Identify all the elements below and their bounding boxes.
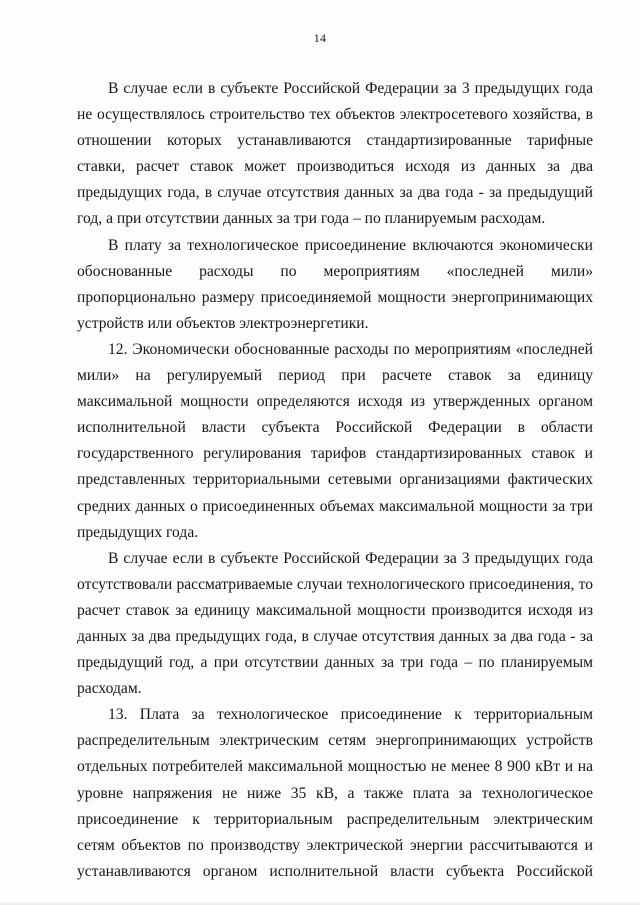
paragraph: 12. Экономически обоснованные расходы по мероприятиям «последней мили» на регулируемый период при расчете ставок за единицу максимальной мощности определяются исходя из утвержденных органом исполнительной власти субъекта Российской Федерации в области государственного регулирования тарифов стандартизированных ставок и представленных территориальными сетевыми организациями фактических средних данных о присоединенных объемах максимальной мощности за три предыдущих года. xyxy=(77,340,593,541)
paragraph: 13. Плата за технологическое присоединение к территориальным распределительным электрическим сетям энергопринимающих устройств отдельных потребителей максимальной мощностью не менее 8 900 кВт и на уровне напряжения не ниже 35 кВ, а также плата за технологическое присоединение к территориальным распределительным электрическим сетям объектов по производству электрической энергии рассчитываются и устанавливаются органом исполнительной власти субъекта Российской xyxy=(77,706,593,880)
document-body xyxy=(77,76,593,885)
paragraph: В случае если в субъекте Российской Федерации за 3 предыдущих года не осуществлялось строительство тех объектов электросетевого хозяйства, в отношении которых устанавливаются стандартизированные тарифные ставки, расчет ставок может производиться исходя из данных за два предыдущих года, в случае отсутствия данных за два года - за предыдущий год, а при отсутствии данных за три года – по планируемым расходам. xyxy=(77,80,593,228)
paragraph: В случае если в субъекте Российской Федерации за 3 предыдущих года отсутствовали рассматриваемые случаи технологического присоединения, то расчет ставок за единицу максимальной мощности производится исходя из данных за два предыдущих года, в случае отсутствия данных за два года - за предыдущий год, а при отсутствии данных за три года – по планируемым расходам. xyxy=(77,549,593,698)
page-number: 14 xyxy=(313,31,327,45)
paragraph: В плату за технологическое присоединение включаются экономически обоснованные расходы по мероприятиям «последней мили» пропорционально размеру присоединяемой мощности энергопринимающих устройств или объектов электроэнергетики. xyxy=(77,236,593,332)
page-bottom-edge xyxy=(0,901,640,905)
